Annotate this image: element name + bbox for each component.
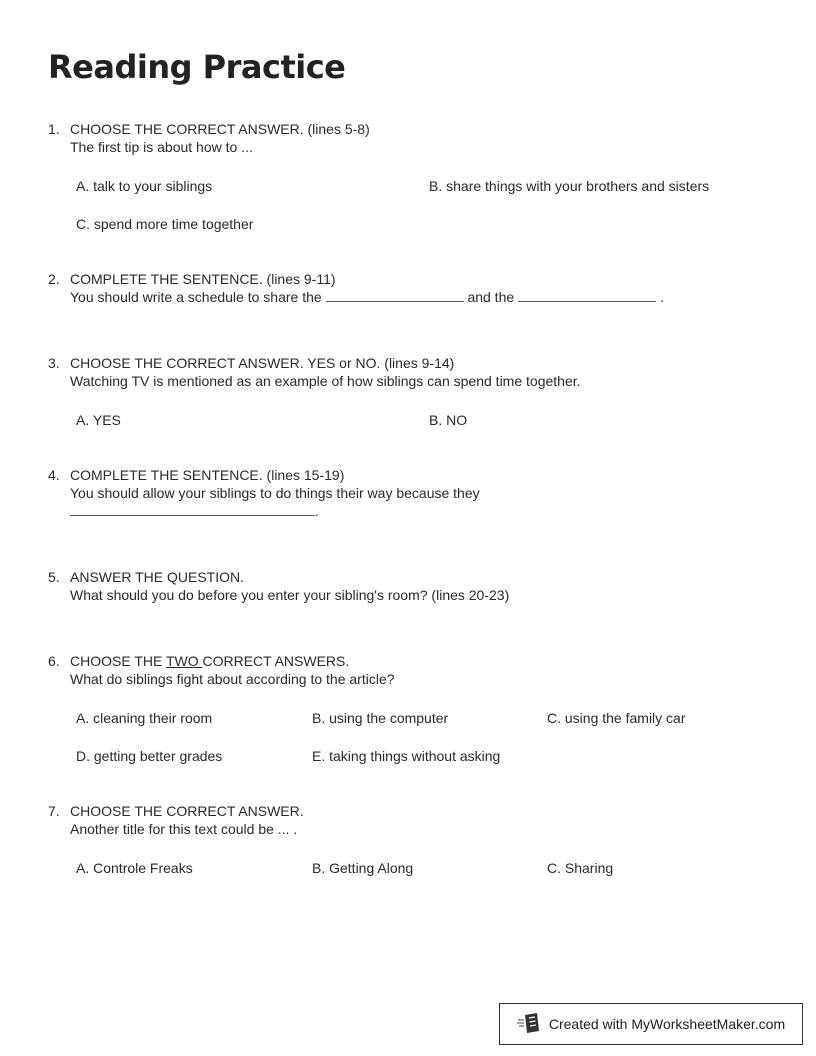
question-prompt: What do siblings fight about according to the article? xyxy=(70,671,395,687)
badge-text: Created with MyWorksheetMaker.com xyxy=(548,1016,786,1032)
question-instruction: ANSWER THE QUESTION. xyxy=(70,569,244,585)
question-number: 3. xyxy=(48,355,60,371)
answer-option[interactable]: C. spend more time together xyxy=(76,216,254,232)
answer-line xyxy=(70,502,778,520)
question-prompt: The first tip is about how to ... xyxy=(70,139,253,155)
question-prompt: You should allow your siblings to do things their way because they xyxy=(70,485,480,501)
answer-option[interactable]: A. talk to your siblings xyxy=(76,178,213,194)
instruction-text: CHOOSE THE xyxy=(70,653,166,669)
question-2 xyxy=(48,270,778,306)
question-3 xyxy=(48,354,778,390)
question-prompt xyxy=(70,288,778,306)
prompt-end: . xyxy=(315,503,319,519)
answer-option[interactable]: A. cleaning their room xyxy=(76,710,213,726)
question-number: 1. xyxy=(48,121,60,137)
question-1 xyxy=(48,120,778,156)
prompt-text: and the xyxy=(467,289,515,305)
prompt-text: . xyxy=(659,289,664,305)
question-instruction: CHOOSE THE CORRECT ANSWER. (lines 5-8) xyxy=(70,121,370,137)
answer-option[interactable]: B. NO xyxy=(429,412,468,428)
question-instruction: CHOOSE THE CORRECT ANSWER. xyxy=(70,803,304,819)
question-instruction: COMPLETE THE SENTENCE. (lines 9-11) xyxy=(70,271,336,287)
answer-option[interactable]: B. Getting Along xyxy=(312,860,414,876)
prompt-text: You should write a schedule to share the xyxy=(70,289,322,305)
question-number: 6. xyxy=(48,653,60,669)
question-prompt: Watching TV is mentioned as an example of how siblings can spend time together. xyxy=(70,373,581,389)
answer-option[interactable]: C. using the family car xyxy=(547,710,686,726)
answer-blank[interactable] xyxy=(518,289,656,302)
answer-option[interactable]: C. Sharing xyxy=(547,860,614,876)
answer-blank[interactable] xyxy=(70,503,315,516)
question-6 xyxy=(48,652,778,688)
question-number: 2. xyxy=(48,271,60,287)
page-title: Reading Practice xyxy=(48,48,346,86)
created-with-badge[interactable] xyxy=(499,1003,803,1045)
answer-option[interactable]: D. getting better grades xyxy=(76,748,223,764)
answer-blank[interactable] xyxy=(326,289,464,302)
question-prompt: Another title for this text could be ... . xyxy=(70,821,298,837)
instruction-text: CORRECT ANSWERS. xyxy=(202,653,350,669)
answer-option[interactable]: A. Controle Freaks xyxy=(76,860,193,876)
worksheet-logo-icon xyxy=(517,1012,541,1037)
question-instruction: CHOOSE THE CORRECT ANSWER. YES or NO. (lines 9-14) xyxy=(70,355,455,371)
question-5 xyxy=(48,568,778,604)
question-4 xyxy=(48,466,778,520)
answer-option[interactable]: B. using the computer xyxy=(312,710,449,726)
answer-option[interactable]: B. share things with your brothers and sisters xyxy=(429,178,710,194)
question-prompt: What should you do before you enter your sibling's room? (lines 20-23) xyxy=(70,587,510,603)
answer-option[interactable]: A. YES xyxy=(76,412,121,428)
question-instruction: COMPLETE THE SENTENCE. (lines 15-19) xyxy=(70,467,345,483)
answer-option[interactable]: E. taking things without asking xyxy=(312,748,501,764)
question-instruction xyxy=(70,652,778,670)
question-number: 7. xyxy=(48,803,60,819)
question-number: 5. xyxy=(48,569,60,585)
question-number: 4. xyxy=(48,467,60,483)
question-7 xyxy=(48,802,778,838)
instruction-emphasis: TWO xyxy=(165,653,203,669)
